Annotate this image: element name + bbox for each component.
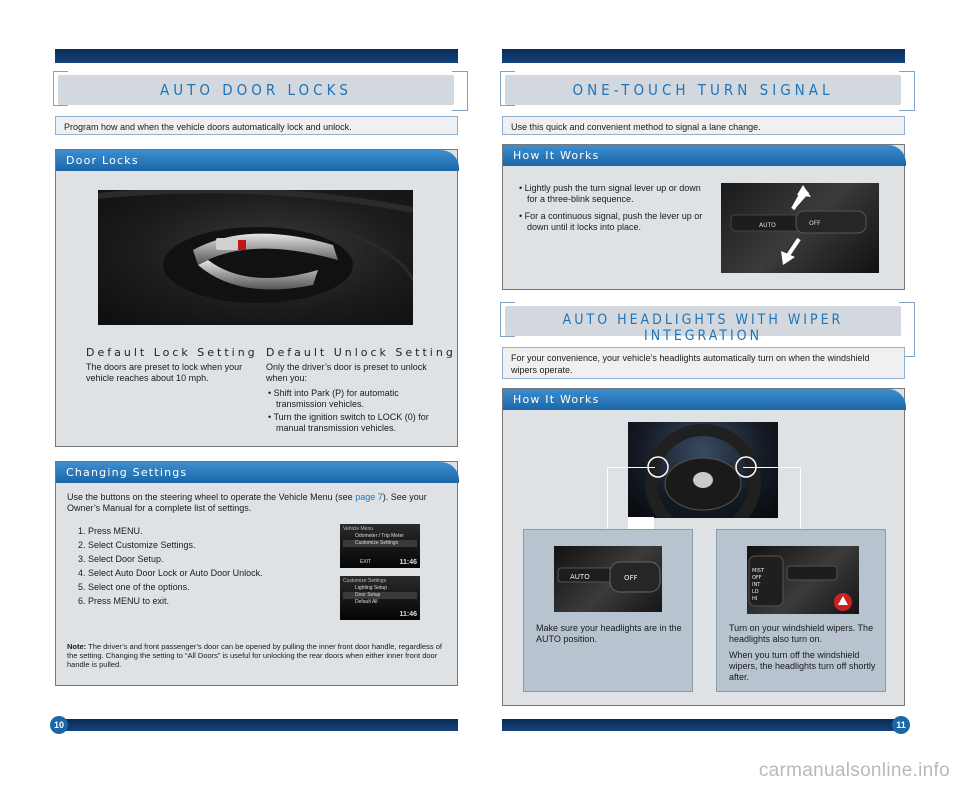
changing-settings-intro [67,492,452,514]
card2-text [729,623,879,683]
left-title-bracket-right [452,71,468,111]
note-body: The driver’s and front passenger’s door can be opened by pulling the inner front door handle, regardless of the setting. Changing the setting to “All Doors” is useful for unlocking the rear doors when either inner front door handle is pulled. [67,642,442,669]
headlight-stalk-photo [554,546,662,612]
right-bottom-bar [502,719,894,731]
changing-settings-heading: Changing Settings [56,462,459,483]
wiper-stalk-photo [747,546,859,614]
step-item: 5. Select one of the options. [78,582,190,592]
default-lock-heading: Default Lock Setting [86,346,258,359]
card1-off-label: OFF [624,574,638,582]
page-title-auto-door-locks: AUTO DOOR LOCKS [160,81,352,99]
screen-item-selected: Door Setup [343,592,417,599]
note-label: Note: [67,642,87,651]
stalk-off-label: OFF [809,220,821,227]
unlock-bullet-2: • Turn the ignition switch to LOCK (0) for manual transmission vehicles. [268,412,429,433]
screen-time: 11:46 [399,611,417,618]
screen-item: Default All [355,599,378,605]
intro-text-post: ). See your Owner’s Manual for a complete list of settings. [67,492,427,513]
stalk-graphic [721,183,879,273]
card2-label-3: LO [752,589,759,595]
left-top-bar [55,49,458,63]
right-intro: Use this quick and convenient method to signal a lane change. [502,116,905,135]
unlock-intro: Only the driver’s door is preset to unlock when you: [266,362,427,383]
card2-text-2: When you turn off the windshield wipers, the headlights turn off shortly after. [729,650,876,682]
default-lock-text: The doors are preset to lock when your vehicle reaches about 10 mph. [86,362,243,383]
turn-signal-bullets [517,183,707,235]
step-item: 3. Select Door Setup. [78,554,164,564]
unlock-bullet-1: • Shift into Park (P) for automatic transmission vehicles. [268,388,399,409]
card2-label-2: INT [752,582,761,588]
right-title-bracket-right [899,71,915,111]
screen-item: Lighting Setup [355,585,387,591]
door-locks-heading: Door Locks [56,150,459,171]
screen-time: 11:46 [399,559,417,566]
page-7-link[interactable]: page 7 [355,492,383,502]
turn-bullet-2: • For a continuous signal, push the lever up or down until it locks into place. [519,211,703,232]
door-handle-photo [98,190,413,325]
left-title-bar [58,75,454,105]
step-item: 2. Select Customize Settings. [78,540,196,550]
connector-right [743,467,801,529]
headlight-stalk-graphic [554,546,662,612]
page-number-right: 11 [892,716,910,734]
page-title-one-touch-turn-signal: ONE-TOUCH TURN SIGNAL [572,81,834,99]
how-it-works-heading-2: How It Works [503,389,906,410]
wiper-stalk-graphic [747,546,859,614]
door-locks-section [55,149,458,447]
card2-label-0: MIST [752,568,765,574]
page-title-auto-headlights: AUTO HEADLIGHTS WITH WIPER INTEGRATION [562,312,844,344]
how-it-works-heading: How It Works [503,145,906,166]
note-text [67,642,452,669]
turn-signal-stalk-photo [721,183,879,273]
settings-steps-list [78,526,263,610]
card2-label-4: HI [752,596,758,602]
step-item: 6. Press MENU to exit. [78,596,170,606]
left-bottom-bar [62,719,458,731]
turn-bullet-1: • Lightly push the turn signal lever up or down for a three-blink sequence. [519,183,701,204]
card2-text-1: Turn on your windshield wipers. The headlights also turn on. [729,623,874,644]
right-title-bar [505,75,901,105]
headlight-card [523,529,693,692]
card1-text: Make sure your headlights are in the AUTO position. [536,623,682,644]
right-intro2: For your convenience, your vehicle’s headlights automatically turn on when the windshield wipers operate. [502,347,905,379]
connector-notch [628,517,654,529]
card1-auto-label: AUTO [570,573,590,581]
right-title2-bar [505,306,901,344]
step-item: 1. Press MENU. [78,526,143,536]
customize-settings-screen [340,576,420,620]
stalk-auto-label: AUTO [759,222,776,229]
watermark: carmanualsonline.info [758,760,950,781]
screen-item-selected: Customize Settings [343,540,417,547]
page-number-left: 10 [50,716,68,734]
vehicle-menu-screen [340,524,420,568]
screen-footer: EXIT [360,559,372,565]
door-handle-graphic [98,190,413,325]
intro-text-pre: Use the buttons on the steering wheel to operate the Vehicle Menu (see [67,492,356,502]
default-unlock-heading: Default Unlock Setting [266,346,456,359]
wiper-card [716,529,886,692]
screen-item: Odometer / Trip Meter [355,533,404,539]
default-unlock-text [266,362,446,436]
screen-title: Vehicle Menu [343,526,374,532]
card2-label-1: OFF [752,575,762,581]
step-item: 4. Select Auto Door Lock or Auto Door Unlock. [78,568,263,578]
right-top-bar [502,49,905,63]
turn-signal-section [502,144,905,290]
headlights-section [502,388,905,706]
screen-title: Customize Settings [343,578,387,584]
changing-settings-section [55,461,458,686]
left-intro: Program how and when the vehicle doors automatically lock and unlock. [55,116,458,135]
